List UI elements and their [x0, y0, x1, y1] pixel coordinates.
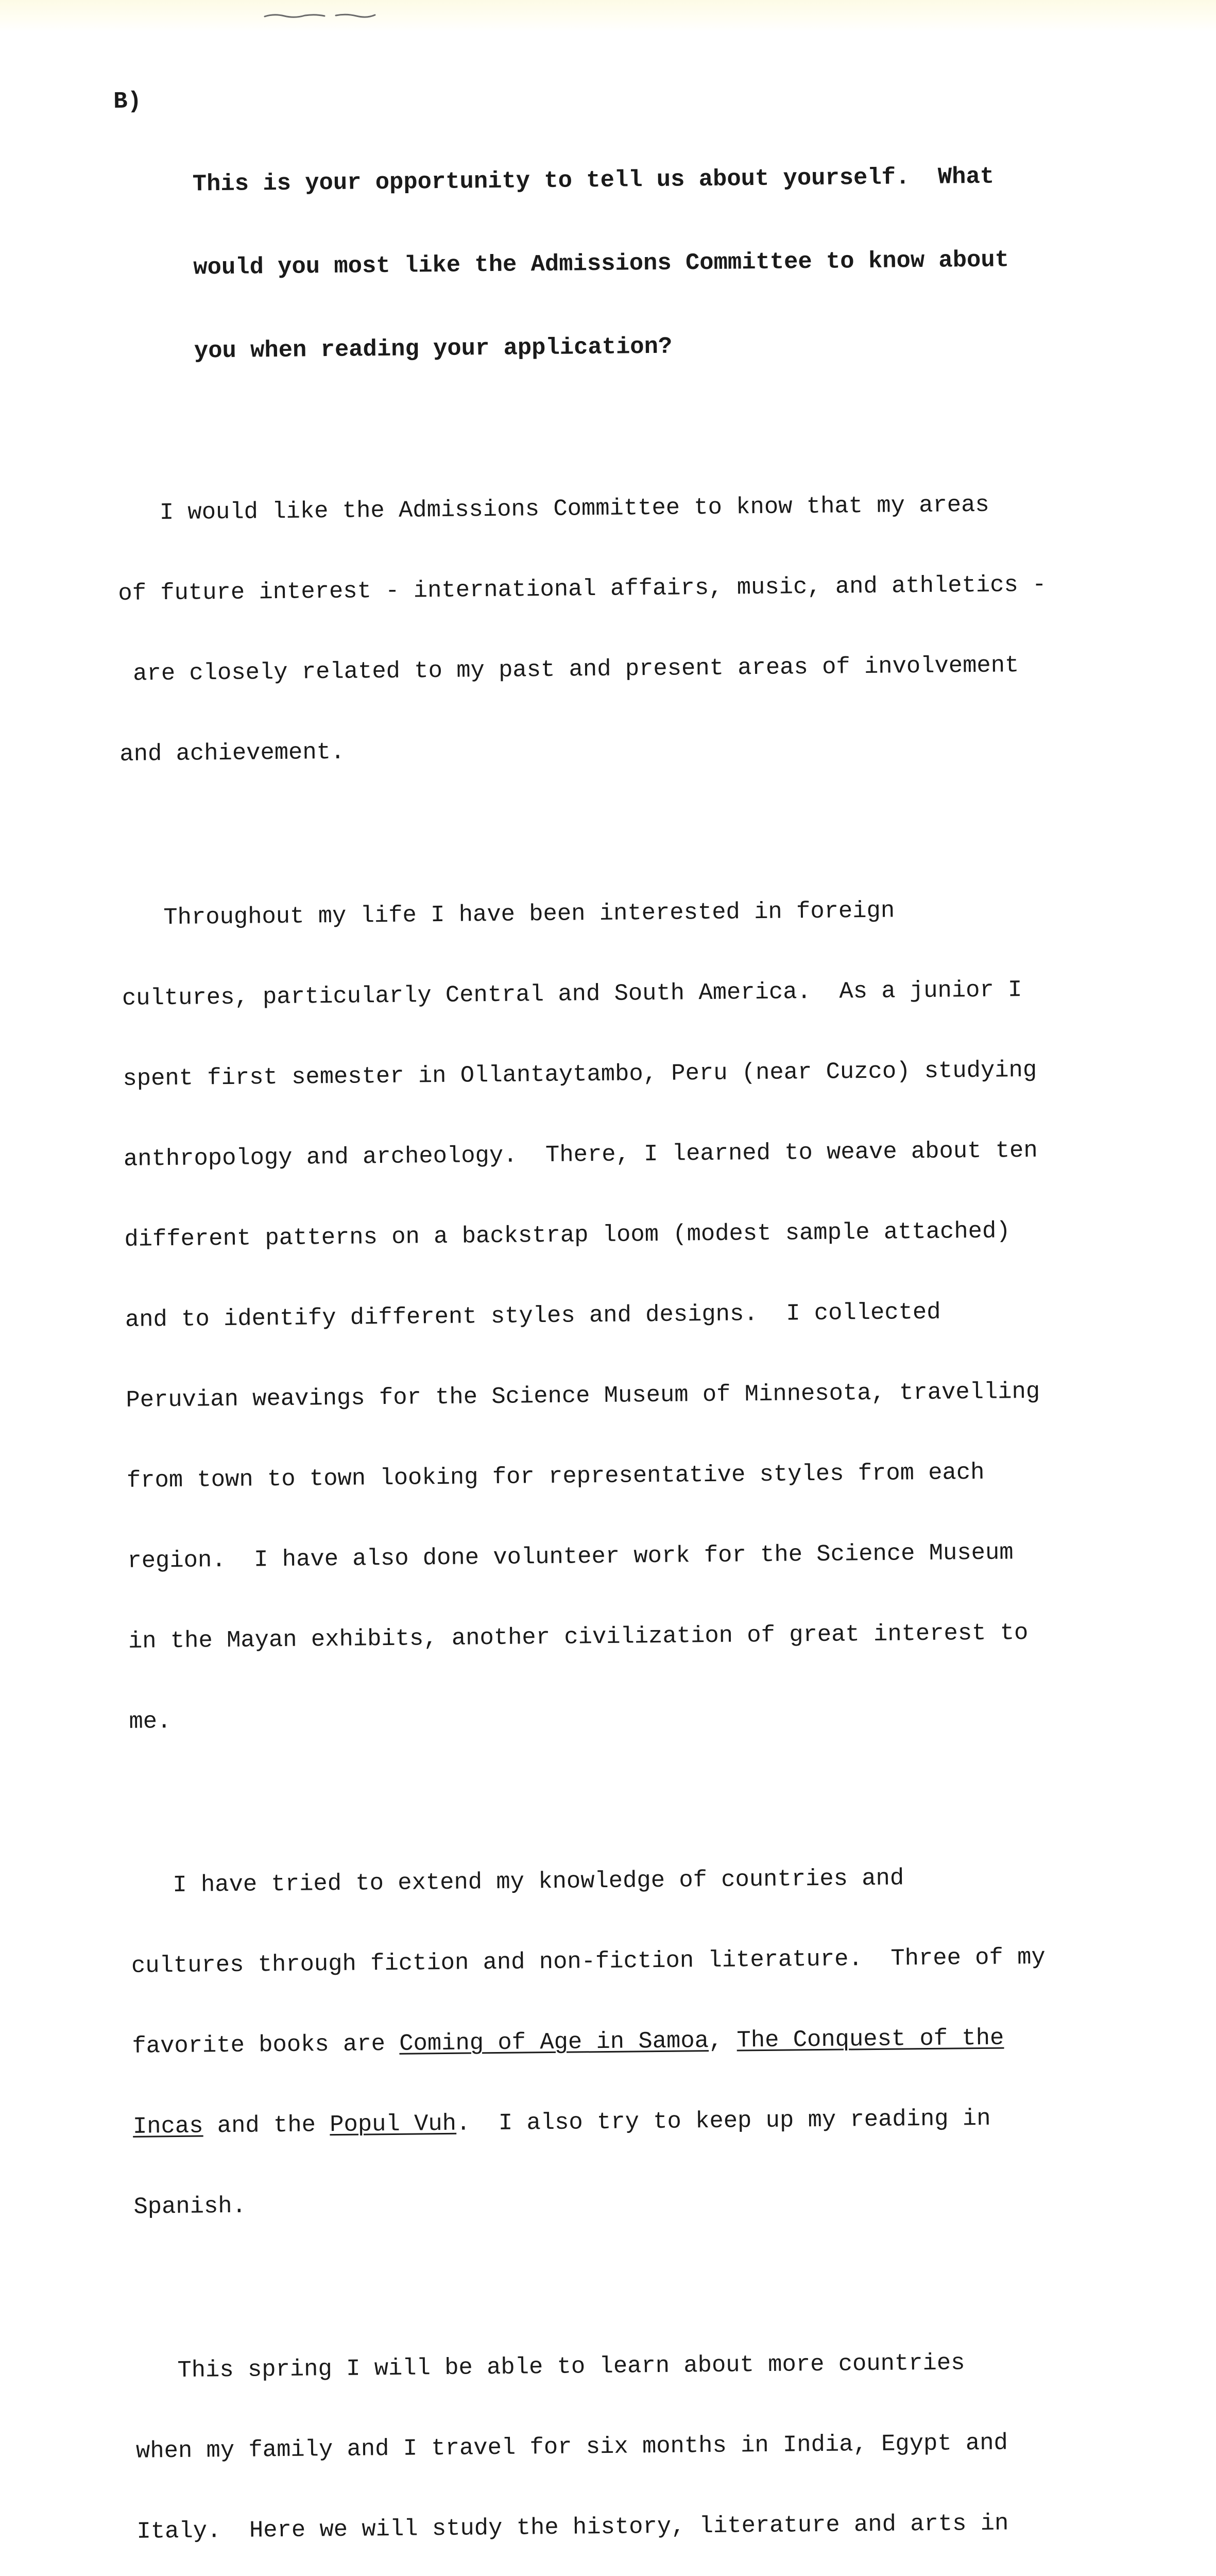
paragraph-travel	[134, 2294, 1163, 2576]
text-line: from town to town looking for representative styles from each	[126, 1459, 985, 1494]
text-line: are closely related to my past and present areas of involvement	[118, 652, 1019, 687]
paragraph-foreign-cultures	[121, 841, 1154, 1789]
text-line: of future interest - international affairs, music, and athletics -	[118, 571, 1047, 607]
text-segment: . I also try to keep up my reading in	[456, 2105, 991, 2137]
book-title: Popul Vuh	[330, 2110, 457, 2139]
text-segment: and the	[203, 2111, 330, 2140]
text-segment: favorite books are	[132, 2030, 400, 2060]
text-line: and achievement.	[119, 738, 345, 768]
text-line: cultures through fiction and non-fiction literature. Three of my	[131, 1943, 1046, 1979]
text-line-with-titles	[132, 2023, 1157, 2060]
book-title: The Conquest of the	[737, 2024, 1004, 2054]
text-line: region. I have also done volunteer work for the Science Museum	[127, 1539, 1014, 1574]
question-line: you when reading your application?	[194, 333, 673, 365]
text-segment: ,	[708, 2027, 737, 2055]
text-line: Italy. Here we will study the history, literature and arts in	[136, 2510, 1009, 2545]
text-line: cultures, particularly Central and South America. As a junior I	[122, 976, 1022, 1012]
text-line: me.	[129, 1708, 172, 1735]
scan-top-edge	[0, 0, 1216, 32]
paragraph-interests	[117, 436, 1145, 821]
book-title: Incas	[132, 2112, 203, 2140]
text-line: This spring I will be able to learn about more countries	[135, 2349, 965, 2384]
text-line: I have tried to extend my knowledge of countries and	[130, 1865, 904, 1899]
paragraph-literature	[130, 1809, 1159, 2274]
question-label: B)	[113, 88, 142, 115]
text-line: spent first semester in Ollantaytambo, Peru (near Cuzco) studying	[123, 1056, 1037, 1092]
text-line: and to identify different styles and designs. I collected	[125, 1298, 941, 1333]
question-line: This is your opportunity to tell us about yourself. What	[192, 163, 995, 198]
text-line: Peruvian weavings for the Science Museum of Minnesota, travelling	[126, 1378, 1040, 1414]
text-line: in the Mayan exhibits, another civilization of great interest to	[128, 1619, 1029, 1655]
question-line: would you most like the Admissions Committee to know about	[193, 246, 1009, 281]
text-line: I would like the Admissions Committee to know that my areas	[117, 491, 989, 527]
text-line: different patterns on a backstrap loom (modest sample attached)	[124, 1217, 1011, 1253]
book-title: Coming of Age in Samoa	[399, 2027, 709, 2057]
essay-page	[113, 78, 1183, 2576]
handwritten-mark	[264, 9, 377, 20]
question-prompt	[113, 78, 1141, 421]
text-line-with-titles	[133, 2104, 1158, 2140]
text-line: when my family and I travel for six months in India, Egypt and	[135, 2429, 1008, 2465]
text-line: Throughout my life I have been interested in foreign	[121, 897, 895, 931]
text-line: Spanish.	[133, 2192, 247, 2221]
text-line: anthropology and archeology. There, I learned to weave about ten	[123, 1137, 1038, 1173]
